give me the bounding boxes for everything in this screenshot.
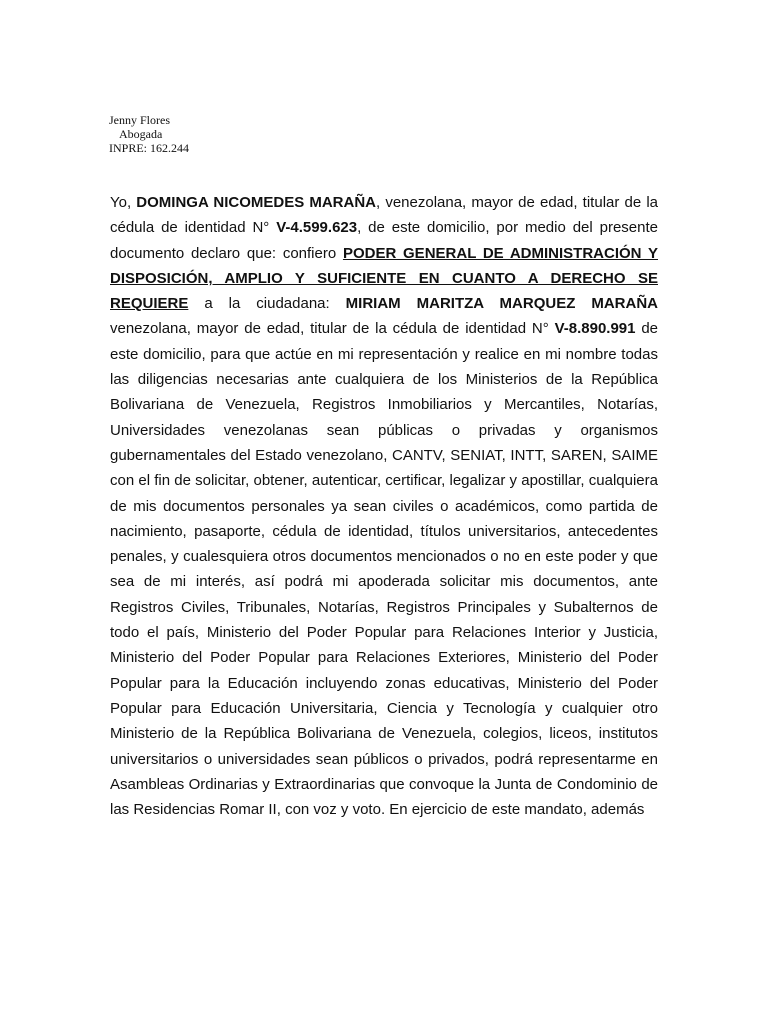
power-type-heading: PODER GENERAL DE ADMINISTRACIÓN Y DISPOSICIÓN, AMPLIO Y SUFICIENTE EN CUANTO A DERECHO SE REQUIERE — [110, 244, 658, 313]
attorney-id-number: V-8.890.991 — [554, 320, 636, 338]
document-body — [110, 190, 658, 822]
text-segment: de este domicilio, para que actúe en mi representación y realice en mi nombre todas las diligencias necesarias ante cualquiera de los Ministerios de la República Bolivariana de Venezuela, Registros Inmobiliarios y Mercantiles, Notarías, Universidades venezolanas sean públicas o privadas y organismos gubernamentales del Estado venezolano, CANTV, SENIAT, INTT, SAREN, SAIME con el fin de solicitar, obtener, autenticar, certificar, legalizar y apostillar, cualquiera de mis documentos personales ya sean civiles o académicos, como partida de nacimiento, pasaporte, cédula de identidad, títulos universitarios, antecedentes penales, y cualesquiera otros documentos mencionados o no en este poder y que sea de mi interés, así podrá mi apoderada solicitar mis documentos, ante Registros Civiles, Tribunales, Notarías, Registros Principales y Subalternos de todo el país, Ministerio del Poder Popular para Relaciones Interior y Justicia, Ministerio del Poder Popular para Relaciones Exteriores, Ministerio del Poder Popular para la Educación incluyendo zonas educativas, Ministerio del Poder Popular para Educación Universitaria, Ciencia y Tecnología y cualquier otro Ministerio de la República Bolivariana de Venezuela, colegios, liceos, institutos universitarios o universidades sean públicos o privados, podrá representarme en Asambleas Ordinarias y Extraordinarias que convoque la Junta de Condominio de las Residencias Romar II, con voz y voto. En ejercicio de este mandato, además — [110, 320, 658, 819]
lawyer-name: Jenny Flores — [109, 113, 170, 127]
inpre-number: INPRE: 162.244 — [109, 141, 190, 155]
letterhead — [109, 113, 189, 155]
grantor-name: DOMINGA NICOMEDES MARAÑA — [136, 194, 377, 211]
grantor-id-number: V-4.599.623 — [276, 219, 358, 237]
power-of-attorney-paragraph — [110, 190, 658, 822]
text-segment: , venezolana, mayor de edad, titular de la cédula de identidad N° — [110, 194, 659, 237]
text-segment: a la ciudadana: — [188, 295, 346, 313]
attorney-name: MIRIAM MARITZA MARQUEZ MARAÑA — [345, 295, 658, 313]
text-segment: , de este domicilio, por medio del presente documento declaro que: confiero — [110, 219, 658, 262]
text-segment: venezolana, mayor de edad, titular de la cédula de identidad N° — [110, 320, 555, 338]
text-segment: Yo, — [110, 194, 137, 211]
lawyer-title: Abogada — [119, 127, 163, 141]
